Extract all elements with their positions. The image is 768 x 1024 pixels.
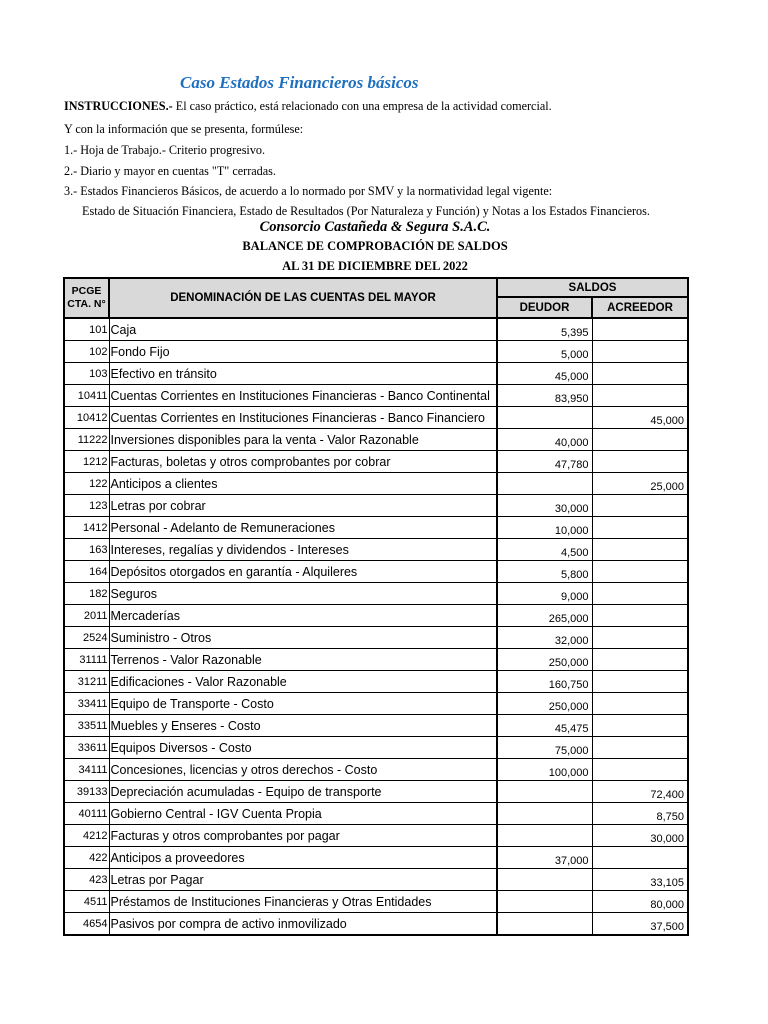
instructions-label: INSTRUCCIONES.- bbox=[64, 99, 173, 113]
account-name: Intereses, regalías y dividendos - Intereses bbox=[109, 539, 497, 561]
account-code: 31211 bbox=[64, 671, 109, 693]
table-row bbox=[64, 385, 688, 407]
account-name: Préstamos de Instituciones Financieras y Otras Entidades bbox=[109, 891, 497, 913]
account-code: 34111 bbox=[64, 759, 109, 781]
account-name: Letras por Pagar bbox=[109, 869, 497, 891]
table-row bbox=[64, 825, 688, 847]
account-code: 163 bbox=[64, 539, 109, 561]
debit-amount bbox=[497, 825, 592, 847]
account-code: 2524 bbox=[64, 627, 109, 649]
credit-amount bbox=[592, 605, 688, 627]
instruction-item-3-detail: Estado de Situación Financiera, Estado de Resultados (Por Naturaleza y Función) y Notas a los Estados Financieros. bbox=[82, 204, 650, 218]
report-title: BALANCE DE COMPROBACIÓN DE SALDOS bbox=[242, 239, 508, 253]
debit-amount: 40,000 bbox=[497, 429, 592, 451]
trial-balance-table bbox=[63, 277, 689, 936]
table-row bbox=[64, 451, 688, 473]
table-row bbox=[64, 759, 688, 781]
table-body bbox=[64, 318, 688, 935]
table-row bbox=[64, 693, 688, 715]
account-code: 10411 bbox=[64, 385, 109, 407]
debit-amount bbox=[497, 891, 592, 913]
account-code: 10412 bbox=[64, 407, 109, 429]
company-name: Consorcio Castañeda & Segura S.A.C. bbox=[259, 219, 491, 235]
account-code: 102 bbox=[64, 341, 109, 363]
report-date: AL 31 DE DICIEMBRE DEL 2022 bbox=[282, 259, 468, 273]
account-name: Mercaderías bbox=[109, 605, 497, 627]
header-acreedor: ACREEDOR bbox=[592, 297, 688, 318]
debit-amount bbox=[497, 407, 592, 429]
account-name: Concesiones, licencias y otros derechos - Costo bbox=[109, 759, 497, 781]
credit-amount bbox=[592, 671, 688, 693]
debit-amount: 265,000 bbox=[497, 605, 592, 627]
header-denominacion: DENOMINACIÓN DE LAS CUENTAS DEL MAYOR bbox=[109, 278, 497, 318]
debit-amount bbox=[497, 781, 592, 803]
account-code: 123 bbox=[64, 495, 109, 517]
credit-amount: 8,750 bbox=[592, 803, 688, 825]
table-row bbox=[64, 407, 688, 429]
debit-amount: 45,475 bbox=[497, 715, 592, 737]
table-row bbox=[64, 627, 688, 649]
table-row bbox=[64, 583, 688, 605]
instruction-item-2: 2.- Diario y mayor en cuentas "T" cerradas. bbox=[64, 164, 276, 178]
account-code: 33411 bbox=[64, 693, 109, 715]
account-name: Facturas, boletas y otros comprobantes por cobrar bbox=[109, 451, 497, 473]
debit-amount: 5,395 bbox=[497, 318, 592, 341]
table-row bbox=[64, 715, 688, 737]
account-name: Equipo de Transporte - Costo bbox=[109, 693, 497, 715]
table-row bbox=[64, 429, 688, 451]
account-name: Personal - Adelanto de Remuneraciones bbox=[109, 517, 497, 539]
debit-amount: 47,780 bbox=[497, 451, 592, 473]
table-row bbox=[64, 649, 688, 671]
credit-amount: 45,000 bbox=[592, 407, 688, 429]
header-pcge bbox=[64, 278, 109, 318]
account-name: Depreciación acumuladas - Equipo de transporte bbox=[109, 781, 497, 803]
credit-amount: 37,500 bbox=[592, 913, 688, 936]
debit-amount bbox=[497, 473, 592, 495]
table-row bbox=[64, 803, 688, 825]
account-code: 31111 bbox=[64, 649, 109, 671]
account-code: 423 bbox=[64, 869, 109, 891]
account-code: 33611 bbox=[64, 737, 109, 759]
account-code: 422 bbox=[64, 847, 109, 869]
credit-amount bbox=[592, 495, 688, 517]
credit-amount bbox=[592, 649, 688, 671]
table-row bbox=[64, 561, 688, 583]
credit-amount bbox=[592, 385, 688, 407]
credit-amount bbox=[592, 847, 688, 869]
credit-amount bbox=[592, 517, 688, 539]
instructions-intro: El caso práctico, está relacionado con una empresa de la actividad comercial. bbox=[172, 99, 552, 113]
table-row bbox=[64, 847, 688, 869]
table-row bbox=[64, 341, 688, 363]
instructions-line-1 bbox=[64, 99, 552, 114]
debit-amount: 45,000 bbox=[497, 363, 592, 385]
credit-amount: 25,000 bbox=[592, 473, 688, 495]
account-name: Anticipos a proveedores bbox=[109, 847, 497, 869]
debit-amount: 32,000 bbox=[497, 627, 592, 649]
account-code: 164 bbox=[64, 561, 109, 583]
table-row bbox=[64, 605, 688, 627]
debit-amount bbox=[497, 913, 592, 936]
credit-amount bbox=[592, 627, 688, 649]
account-code: 4654 bbox=[64, 913, 109, 936]
debit-amount: 5,000 bbox=[497, 341, 592, 363]
credit-amount bbox=[592, 715, 688, 737]
table-row bbox=[64, 671, 688, 693]
account-name: Cuentas Corrientes en Instituciones Financieras - Banco Continental bbox=[109, 385, 497, 407]
credit-amount bbox=[592, 561, 688, 583]
account-name: Terrenos - Valor Razonable bbox=[109, 649, 497, 671]
account-code: 103 bbox=[64, 363, 109, 385]
account-name: Suministro - Otros bbox=[109, 627, 497, 649]
debit-amount: 100,000 bbox=[497, 759, 592, 781]
table-row bbox=[64, 363, 688, 385]
header-pcge-line2: CTA. N° bbox=[67, 298, 106, 310]
debit-amount: 83,950 bbox=[497, 385, 592, 407]
account-name: Muebles y Enseres - Costo bbox=[109, 715, 497, 737]
account-name: Gobierno Central - IGV Cuenta Propia bbox=[109, 803, 497, 825]
account-code: 33511 bbox=[64, 715, 109, 737]
table-row bbox=[64, 913, 688, 936]
account-code: 11222 bbox=[64, 429, 109, 451]
account-name: Anticipos a clientes bbox=[109, 473, 497, 495]
debit-amount: 160,750 bbox=[497, 671, 592, 693]
header-saldos: SALDOS bbox=[497, 278, 688, 297]
table-row bbox=[64, 473, 688, 495]
table-row bbox=[64, 891, 688, 913]
account-code: 4212 bbox=[64, 825, 109, 847]
account-name: Depósitos otorgados en garantía - Alquileres bbox=[109, 561, 497, 583]
account-name: Cuentas Corrientes en Instituciones Financieras - Banco Financiero bbox=[109, 407, 497, 429]
document-title: Caso Estados Financieros básicos bbox=[180, 73, 419, 92]
account-name: Edificaciones - Valor Razonable bbox=[109, 671, 497, 693]
table-row bbox=[64, 737, 688, 759]
header-deudor: DEUDOR bbox=[497, 297, 592, 318]
credit-amount: 80,000 bbox=[592, 891, 688, 913]
header-pcge-line1: PCGE bbox=[71, 285, 102, 297]
debit-amount: 5,800 bbox=[497, 561, 592, 583]
instruction-item-1: 1.- Hoja de Trabajo.- Criterio progresivo. bbox=[64, 143, 266, 157]
account-name: Inversiones disponibles para la venta - Valor Razonable bbox=[109, 429, 497, 451]
table-row bbox=[64, 495, 688, 517]
debit-amount: 10,000 bbox=[497, 517, 592, 539]
credit-amount bbox=[592, 693, 688, 715]
account-code: 39133 bbox=[64, 781, 109, 803]
debit-amount: 250,000 bbox=[497, 649, 592, 671]
credit-amount bbox=[592, 759, 688, 781]
debit-amount: 250,000 bbox=[497, 693, 592, 715]
credit-amount: 30,000 bbox=[592, 825, 688, 847]
credit-amount: 33,105 bbox=[592, 869, 688, 891]
credit-amount bbox=[592, 583, 688, 605]
credit-amount bbox=[592, 363, 688, 385]
account-name: Letras por cobrar bbox=[109, 495, 497, 517]
account-name: Seguros bbox=[109, 583, 497, 605]
debit-amount: 9,000 bbox=[497, 583, 592, 605]
table-row bbox=[64, 318, 688, 341]
credit-amount bbox=[592, 451, 688, 473]
account-code: 182 bbox=[64, 583, 109, 605]
account-code: 101 bbox=[64, 318, 109, 341]
credit-amount bbox=[592, 737, 688, 759]
credit-amount: 72,400 bbox=[592, 781, 688, 803]
debit-amount: 4,500 bbox=[497, 539, 592, 561]
account-name: Pasivos por compra de activo inmovilizado bbox=[109, 913, 497, 936]
account-code: 122 bbox=[64, 473, 109, 495]
credit-amount bbox=[592, 539, 688, 561]
debit-amount: 75,000 bbox=[497, 737, 592, 759]
debit-amount: 30,000 bbox=[497, 495, 592, 517]
debit-amount bbox=[497, 803, 592, 825]
debit-amount bbox=[497, 869, 592, 891]
credit-amount bbox=[592, 429, 688, 451]
account-name: Equipos Diversos - Costo bbox=[109, 737, 497, 759]
table-row bbox=[64, 869, 688, 891]
account-code: 1212 bbox=[64, 451, 109, 473]
instructions-line-2: Y con la información que se presenta, formúlese: bbox=[64, 122, 304, 136]
account-code: 2011 bbox=[64, 605, 109, 627]
account-name: Efectivo en tránsito bbox=[109, 363, 497, 385]
credit-amount bbox=[592, 341, 688, 363]
account-name: Facturas y otros comprobantes por pagar bbox=[109, 825, 497, 847]
account-code: 1412 bbox=[64, 517, 109, 539]
account-name: Fondo Fijo bbox=[109, 341, 497, 363]
instruction-item-3: 3.- Estados Financieros Básicos, de acuerdo a lo normado por SMV y la normatividad legal vigente: bbox=[64, 184, 553, 198]
debit-amount: 37,000 bbox=[497, 847, 592, 869]
table-row bbox=[64, 517, 688, 539]
table-row bbox=[64, 539, 688, 561]
account-name: Caja bbox=[109, 318, 497, 341]
account-code: 40111 bbox=[64, 803, 109, 825]
credit-amount bbox=[592, 318, 688, 341]
account-code: 4511 bbox=[64, 891, 109, 913]
table-row bbox=[64, 781, 688, 803]
